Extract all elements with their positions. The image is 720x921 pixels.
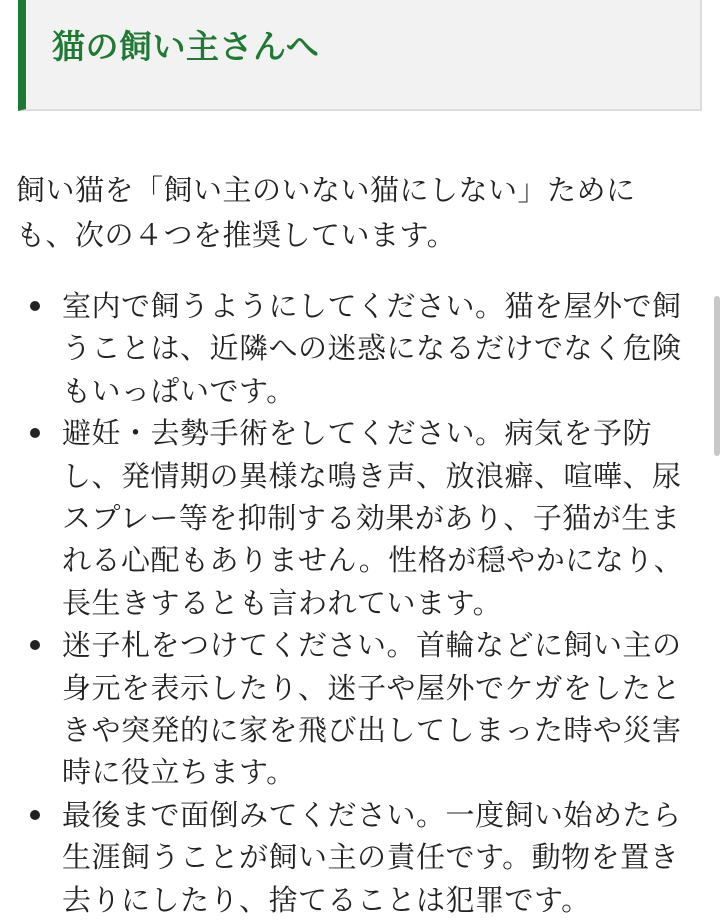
recommendation-list [0,285,700,921]
bullet-icon [30,428,40,438]
list-item [0,624,700,794]
section-heading-box [18,0,702,111]
section-heading: 猫の飼い主さんへ [52,27,320,66]
intro-paragraph: 飼い猫を「飼い主のいない猫にしない」ためにも、次の４つを推奨しています。 [16,173,636,252]
list-item [0,412,700,624]
list-item-text: 避妊・去勢手術をしてください。病気を予防し、発情期の異様な鳴き声、放浪癖、喧嘩、尿スプレー等を抑制する効果があり、子猫が生まれる心配もありません。性格が穏やかになり、長生きするとも言われています。 [62,416,684,620]
list-item [0,285,700,412]
list-item [0,794,700,921]
bullet-icon [30,640,40,650]
scrollbar-thumb[interactable] [714,296,720,456]
list-item-text: 迷子札をつけてください。首輪などに飼い主の身元を表示したり、迷子や屋外でケガをしたときや突発的に家を飛び出してしまった時や災害時に役立ちます。 [62,628,682,790]
bullet-icon [30,810,40,820]
bullet-icon [30,301,40,311]
list-item-text: 最後まで面倒みてください。一度飼い始めたら生涯飼うことが飼い主の責任です。動物を置き去りにしたり、捨てることは犯罪です。 [62,797,682,917]
list-item-text: 室内で飼うようにしてください。猫を屋外で飼うことは、近隣への迷惑になるだけでなく危険もいっぱいです。 [62,289,682,408]
